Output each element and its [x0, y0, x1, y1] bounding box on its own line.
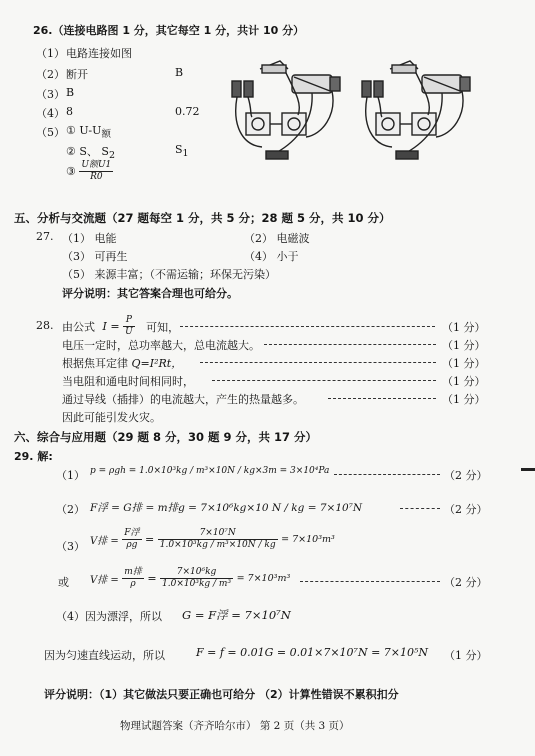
q28-fraction: $\frac{P}{U}$: [125, 315, 133, 337]
q26-r2-num: （2）: [36, 68, 65, 81]
q28-score-4: （1 分）: [442, 375, 486, 388]
q29-step-3-fraction-2: $\frac{\text{7×10⁷N}}{\text{1.0×10³kg / m³×10N / kg}}$: [159, 528, 276, 550]
q29-step-2-formula: F浮 = G排 = m排g = 7×10⁶kg×10 N / kg = 7×10⁷N: [90, 502, 363, 514]
q29-step-2-num: （2）: [56, 503, 85, 516]
leader-dashes: [264, 344, 436, 345]
q29-step-3-score: （2 分）: [444, 576, 488, 589]
q26-r3-num: （3）: [36, 88, 65, 101]
leader-dashes: [400, 508, 440, 509]
q29-step-5-formula: F = f = 0.01G = 0.01×7×10⁷N = 7×10⁵N: [196, 646, 429, 659]
q26-r4-answer-b: 0.72: [175, 105, 200, 118]
q27-note: 评分说明：其它答案合理也可给分。: [62, 287, 238, 300]
q26-r4-answer-a: 8: [66, 105, 73, 118]
q28-line-2: 电压一定时，总功率越大，总电流越大。: [62, 339, 260, 352]
q29-step-4-text: （4）因为漂浮，所以: [56, 610, 162, 623]
q27-item-3: （3） 可再生: [62, 250, 128, 263]
q26-r1-num: （1）: [36, 47, 65, 60]
edge-mark: [521, 468, 535, 471]
q26-r5-num: （5）: [36, 126, 65, 139]
q26-r3-answer: B: [66, 86, 75, 99]
q26-header: 26.（连接电路图 1 分，其它每空 1 分，共计 10 分）: [33, 24, 305, 37]
q28-score-5: （1 分）: [442, 393, 486, 406]
q28-score-1: （1 分）: [442, 321, 486, 334]
q27-item-5: （5） 来源丰富；（不需运输；环保无污染）: [62, 268, 276, 281]
q28-line-4: 当电阻和通电时间相同时，: [62, 375, 194, 388]
q28-line-5: 通过导线（插排）的电流越大，产生的热量越多。: [62, 393, 304, 406]
q29-step-4-formula: G = F浮 = 7×10⁷N: [182, 608, 291, 622]
section-5-title: 五、分析与交流题（27 题每空 1 分，共 5 分；28 题 5 分，共 10 分）: [14, 211, 391, 225]
q27-item-4: （4） 小于: [244, 250, 299, 263]
circuit-diagram-right: [352, 55, 482, 170]
leader-dashes: [300, 581, 440, 582]
q29-step-1-score: （2 分）: [444, 469, 488, 482]
q29-step-1-num: （1）: [56, 469, 85, 482]
q29-step-5-score: （1 分）: [444, 649, 488, 662]
sec6-note: 评分说明：（1）其它做法只要正确也可给分 （2）计算性错误不累积扣分: [44, 688, 399, 701]
q29-step-3b-fraction-1: $\frac{\text{m排}}{\rho}$: [124, 567, 142, 589]
q27-item-1: （1） 电能: [62, 232, 117, 245]
q27-label: 27.: [36, 230, 54, 243]
q26-r1-answer: 电路连接如图: [66, 47, 132, 60]
q29-step-3-num: （3）: [56, 540, 85, 553]
leader-dashes: [212, 380, 436, 381]
q28-score-3: （1 分）: [442, 357, 486, 370]
q29-step-2-score: （2 分）: [444, 503, 488, 516]
q28-line-3: 根据焦耳定律 Q=I²Rt，: [62, 357, 183, 370]
q26-r5-answer: ① $U-U_额$: [66, 124, 111, 141]
q28-label: 28.: [36, 319, 54, 332]
q26-r2-answer-b: B: [175, 66, 184, 79]
q26-r4-num: （4）: [36, 107, 65, 120]
q29-step-3-formula: V排 = $\frac{\text{F浮}}{\rho g}$ = $\frac{\text{7×10⁷N}}{\text{1.0×10³kg / m³×10N / kg}}$ = 7×10³m³: [90, 528, 335, 550]
q29-label: 29. 解:: [14, 450, 53, 463]
section-6-title: 六、综合与应用题（29 题 8 分，30 题 9 分，共 17 分）: [14, 430, 318, 444]
leader-dashes: [180, 326, 435, 327]
q26-r2-answer-a: 断开: [66, 68, 88, 81]
q29-or: 或: [58, 576, 69, 589]
q29-step-3-fraction-1: $\frac{\text{F浮}}{\rho g}$: [124, 528, 140, 550]
q28-line-1: 由公式 I = $\frac{P}{U}$ 可知，: [62, 315, 180, 337]
q26-r7-answer: ③ $\frac{\text{U额U1}}{R0}$: [66, 160, 112, 182]
leader-dashes: [334, 474, 440, 475]
q26-r7-fraction: $\frac{\text{U额U1}}{R0}$: [81, 160, 112, 182]
q27-item-2: （2） 电磁波: [244, 232, 310, 245]
q29-step-1-formula: p = ρgh = 1.0×10³kg / m³×10N / kg×3m = 3×10⁴Pa: [90, 466, 330, 476]
q29-step-5-text: 因为匀速直线运动，所以: [44, 649, 165, 662]
q26-r6-answer-b: $S_1$: [175, 143, 189, 160]
circuit-diagram-left: [222, 55, 352, 170]
leader-dashes: [200, 362, 436, 363]
page-footer: 物理试题答案（齐齐哈尔市） 第 2 页（共 3 页）: [120, 720, 350, 732]
leader-dashes: [328, 398, 436, 399]
q26-r6-answer-a: ② S、 $S_2$: [66, 145, 115, 162]
q28-score-2: （1 分）: [442, 339, 486, 352]
q28-line-6: 因此可能引发火灾。: [62, 411, 161, 424]
q29-step-3b-formula: V排 = $\frac{\text{m排}}{\rho}$ = $\frac{\text{7×10⁶kg}}{\text{1.0×10³kg / m³}}$ = 7×10³m³: [90, 567, 291, 589]
q29-step-3b-fraction-2: $\frac{\text{7×10⁶kg}}{\text{1.0×10³kg / m³}}$: [162, 567, 232, 589]
